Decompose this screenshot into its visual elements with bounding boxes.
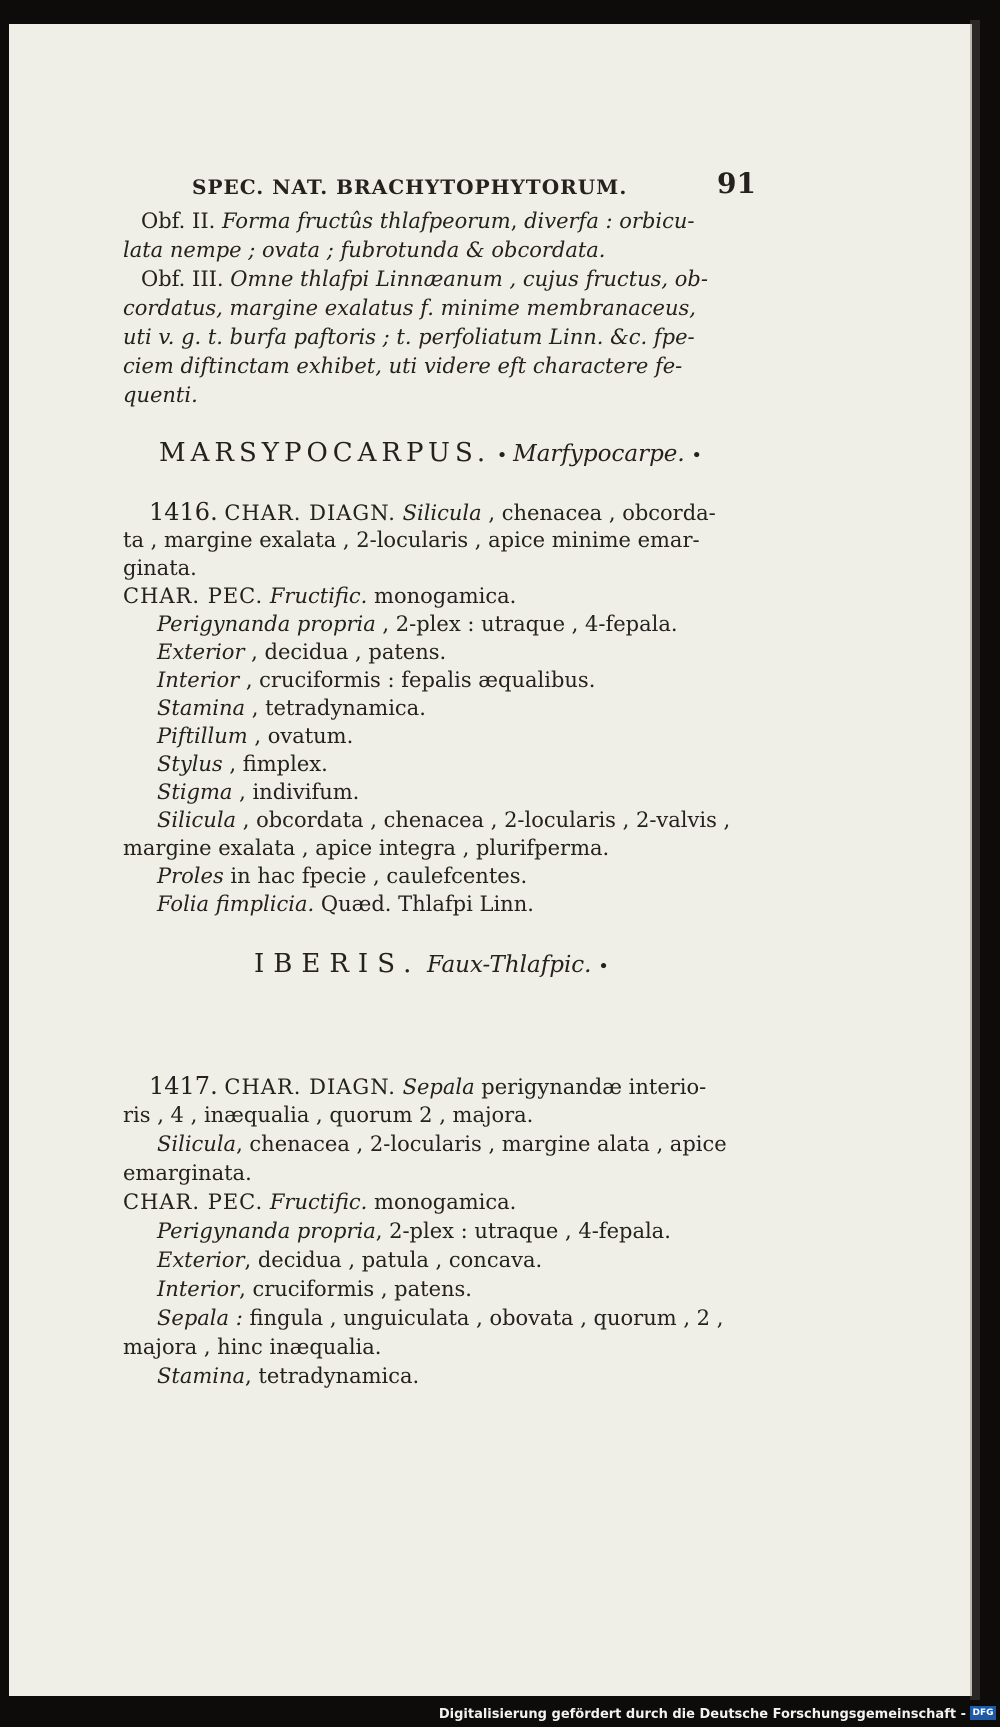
char-pec-label: CHAR. PEC. — [123, 1190, 264, 1214]
character-term: Piftillum — [157, 724, 248, 748]
entry-number: 1416. — [149, 498, 218, 526]
obs-line: cordatus, margine exalatus f. minime membranaceus, — [123, 296, 696, 320]
character-item — [157, 750, 328, 778]
character-term: Silicula — [157, 808, 237, 832]
char-pec-label: CHAR. PEC. — [123, 584, 264, 608]
character-text: in hac fpecie , caulefcentes. — [230, 864, 528, 888]
character-term: Perigynanda propria — [157, 612, 376, 636]
character-text: , chenacea , obcorda- — [488, 501, 716, 525]
running-title: SPEC. NAT. BRACHYTOPHYTORUM. — [192, 175, 628, 199]
character-text: , fimplex. — [229, 752, 328, 776]
character-text: , tetradynamica. — [251, 696, 426, 720]
genus-name: IBERIS. — [254, 949, 421, 979]
character-item — [157, 1246, 542, 1274]
character-item — [157, 1304, 723, 1332]
obs-sep: , — [510, 209, 525, 233]
obs-line: ciem diftinctam exhibet, uti videre eft charactere fe- — [123, 354, 683, 378]
genus-vernacular: Faux-Thlafpic. — [427, 952, 592, 978]
character-term: Interior — [157, 1277, 240, 1301]
obs-line: uti v. g. t. burfa paftoris ; t. perfoliatum Linn. &c. fpe- — [123, 325, 695, 349]
genus-heading: MARSYPOCARPUS. • Marfypocarpe. • — [159, 438, 703, 468]
obs-ii-line — [141, 207, 695, 235]
character-term: Exterior — [157, 640, 245, 664]
character-item — [157, 862, 527, 890]
character-item — [157, 1362, 419, 1390]
obs-label: Obf. III. — [141, 267, 224, 291]
entry-line: margine exalata , apice integra , plurifperma. — [123, 836, 610, 860]
character-term: Fructific. — [269, 1190, 368, 1214]
character-text: , indivifum. — [239, 780, 360, 804]
entry-diagnosis-line — [149, 1072, 706, 1101]
character-term: Proles — [157, 864, 224, 888]
character-item — [157, 1217, 671, 1245]
page-number: 91 — [717, 167, 756, 200]
char-diagn-label: CHAR. DIAGN. — [224, 501, 396, 525]
character-text: , tetradynamica. — [245, 1364, 420, 1388]
entry-diagnosis-line — [149, 498, 716, 527]
entry-number: 1417. — [149, 1072, 218, 1100]
character-term: Folia fimplicia. — [157, 892, 315, 916]
character-term: Perigynanda propria — [157, 1219, 376, 1243]
character-item — [157, 722, 353, 750]
character-term: Silicula — [402, 501, 482, 525]
character-item — [157, 1130, 727, 1158]
obs-iii-line — [141, 265, 708, 293]
entry-line: ta , margine exalata , 2-locularis , apice minime emar- — [123, 528, 700, 552]
obs-line: lata nempe ; ovata ; fubrotunda & obcordata. — [123, 238, 606, 262]
obs-text: Forma fructûs thlafpeorum — [222, 209, 511, 233]
entry-line: emarginata. — [123, 1161, 252, 1185]
character-term: Stamina — [157, 696, 246, 720]
character-term: Fructific. — [269, 584, 368, 608]
char-diagn-label: CHAR. DIAGN. — [224, 1075, 396, 1099]
character-text: , cruciformis : fepalis æqualibus. — [245, 668, 596, 692]
character-item — [157, 638, 446, 666]
character-item — [157, 666, 595, 694]
genus-heading: IBERIS. Faux-Thlafpic. • — [254, 949, 609, 979]
character-item — [157, 610, 678, 638]
entry-line: ris , 4 , inæqualia , quorum 2 , majora. — [123, 1103, 534, 1127]
character-item — [157, 806, 730, 834]
character-item — [157, 1275, 472, 1303]
character-term: Stigma — [157, 780, 233, 804]
character-text: , chenacea , 2-locularis , margine alata , apice — [236, 1132, 727, 1156]
character-text: perigynandæ interio- — [481, 1075, 707, 1099]
genus-vernacular: Marfypocarpe. — [513, 441, 685, 467]
character-text: monogamica. — [374, 584, 517, 608]
character-text: monogamica. — [374, 1190, 517, 1214]
book-page — [9, 24, 972, 1696]
obs-text: diverfa : orbicu- — [524, 209, 695, 233]
genus-name: MARSYPOCARPUS. — [159, 438, 491, 468]
character-term: Sepala : — [157, 1306, 243, 1330]
char-pec-line — [123, 1188, 516, 1216]
character-item — [157, 778, 359, 806]
character-text: , 2-plex : utraque , 4-fepala. — [382, 612, 678, 636]
character-text: , decidua , patens. — [251, 640, 447, 664]
footer-text: Digitalisierung gefördert durch die Deutsche Forschungsgemeinschaft - — [438, 1707, 966, 1722]
entry-line: ginata. — [123, 556, 197, 580]
character-text: , obcordata , chenacea , 2-locularis , 2-valvis , — [242, 808, 731, 832]
obs-label: Obf. II. — [141, 209, 216, 233]
character-text: , cruciformis , patens. — [239, 1277, 472, 1301]
character-text: fingula , unguiculata , obovata , quorum , 2 , — [249, 1306, 724, 1330]
digitization-footer — [0, 1701, 1000, 1727]
obs-line: quenti. — [123, 383, 198, 407]
character-text: , decidua , patula , concava. — [244, 1248, 543, 1272]
character-term: Sepala — [402, 1075, 475, 1099]
dfg-logo: DFG — [970, 1706, 996, 1720]
char-pec-line — [123, 582, 516, 610]
entry-line: majora , hinc inæqualia. — [123, 1335, 382, 1359]
character-item — [157, 890, 534, 918]
character-term: Stamina — [157, 1364, 246, 1388]
character-term: Silicula — [157, 1132, 237, 1156]
character-term: Interior — [157, 668, 240, 692]
obs-text: Omne thlafpi Linnæanum , cujus fructus, ob- — [230, 267, 708, 291]
character-item — [157, 694, 426, 722]
character-text: , 2-plex : utraque , 4-fepala. — [375, 1219, 671, 1243]
character-term: Stylus — [157, 752, 223, 776]
character-text: Quæd. Thlafpi Linn. — [320, 892, 534, 916]
character-term: Exterior — [157, 1248, 245, 1272]
character-text: , ovatum. — [254, 724, 354, 748]
